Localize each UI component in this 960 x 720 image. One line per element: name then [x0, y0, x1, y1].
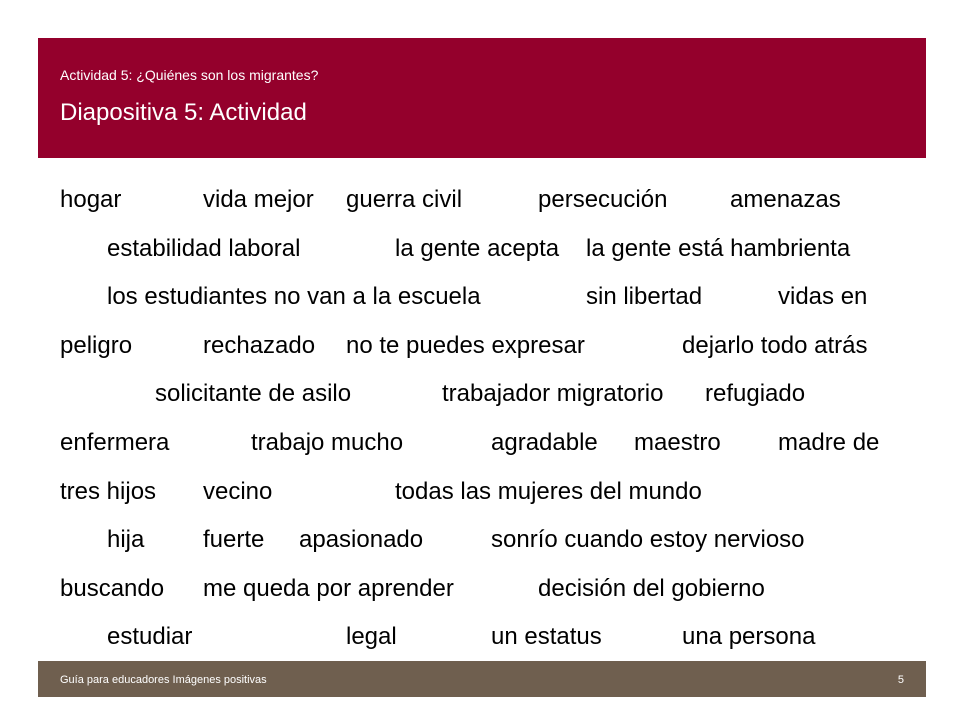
word-item: todas las mujeres del mundo: [395, 477, 702, 505]
word-item: trabajo mucho: [251, 428, 404, 456]
word-item: una persona: [682, 623, 816, 651]
word-item: persecución: [538, 186, 668, 213]
footer-text: Guía para educadores Imágenes positivas: [60, 674, 267, 686]
word-item: un estatus: [491, 623, 602, 651]
text-line: [60, 421, 920, 470]
word-item: enfermera: [60, 428, 170, 456]
word-item: no te puedes expresar: [346, 331, 585, 359]
word-item: guerra civil: [346, 186, 463, 213]
page-number: 5: [897, 674, 904, 686]
word-item: estabilidad laboral: [107, 234, 301, 262]
activity-subtitle: Actividad 5: ¿Quiénes son los migrantes?: [60, 67, 319, 83]
word-item: la gente acepta: [395, 234, 560, 262]
text-line: [60, 178, 920, 227]
text-line: [60, 567, 920, 616]
text-line: [60, 372, 920, 421]
word-item: rechazado: [203, 331, 316, 359]
text-line: [60, 615, 920, 664]
word-item: amenazas: [730, 186, 841, 213]
word-item: vidas en: [778, 283, 868, 311]
text-line: [60, 275, 920, 324]
word-item: la gente está hambrienta: [586, 234, 851, 262]
word-item: vida mejor: [203, 186, 314, 213]
word-item: hogar: [60, 186, 122, 213]
word-item: fuerte: [203, 526, 265, 554]
word-item: peligro: [60, 331, 133, 359]
text-line: [60, 227, 920, 276]
slide-footer: [38, 661, 926, 697]
word-item: los estudiantes no van a la escuela: [107, 283, 481, 311]
word-item: decisión del gobierno: [538, 574, 765, 602]
word-item: refugiado: [705, 380, 806, 408]
word-item: me queda por aprender: [203, 574, 454, 602]
word-item: maestro: [634, 428, 721, 456]
word-item: sonrío cuando estoy nervioso: [491, 526, 805, 554]
word-item: trabajador migratorio: [442, 380, 664, 408]
word-item: madre de: [778, 428, 880, 456]
word-item: estudiar: [107, 623, 193, 651]
word-item: buscando: [60, 574, 165, 602]
word-item: vecino: [203, 477, 273, 505]
word-item: solicitante de asilo: [155, 380, 352, 408]
slide-title: Diapositiva 5: Actividad: [60, 99, 307, 126]
word-item: apasionado: [299, 526, 424, 554]
word-cloud: [60, 178, 920, 664]
text-line: [60, 470, 920, 519]
text-line: [60, 518, 920, 567]
word-item: sin libertad: [586, 283, 703, 311]
word-item: legal: [346, 623, 397, 651]
word-item: dejarlo todo atrás: [682, 331, 868, 359]
word-item: agradable: [491, 428, 598, 456]
text-line: [60, 324, 920, 373]
word-item: tres hijos: [60, 477, 157, 505]
word-item: hija: [107, 526, 145, 554]
slide-header: [38, 38, 926, 158]
